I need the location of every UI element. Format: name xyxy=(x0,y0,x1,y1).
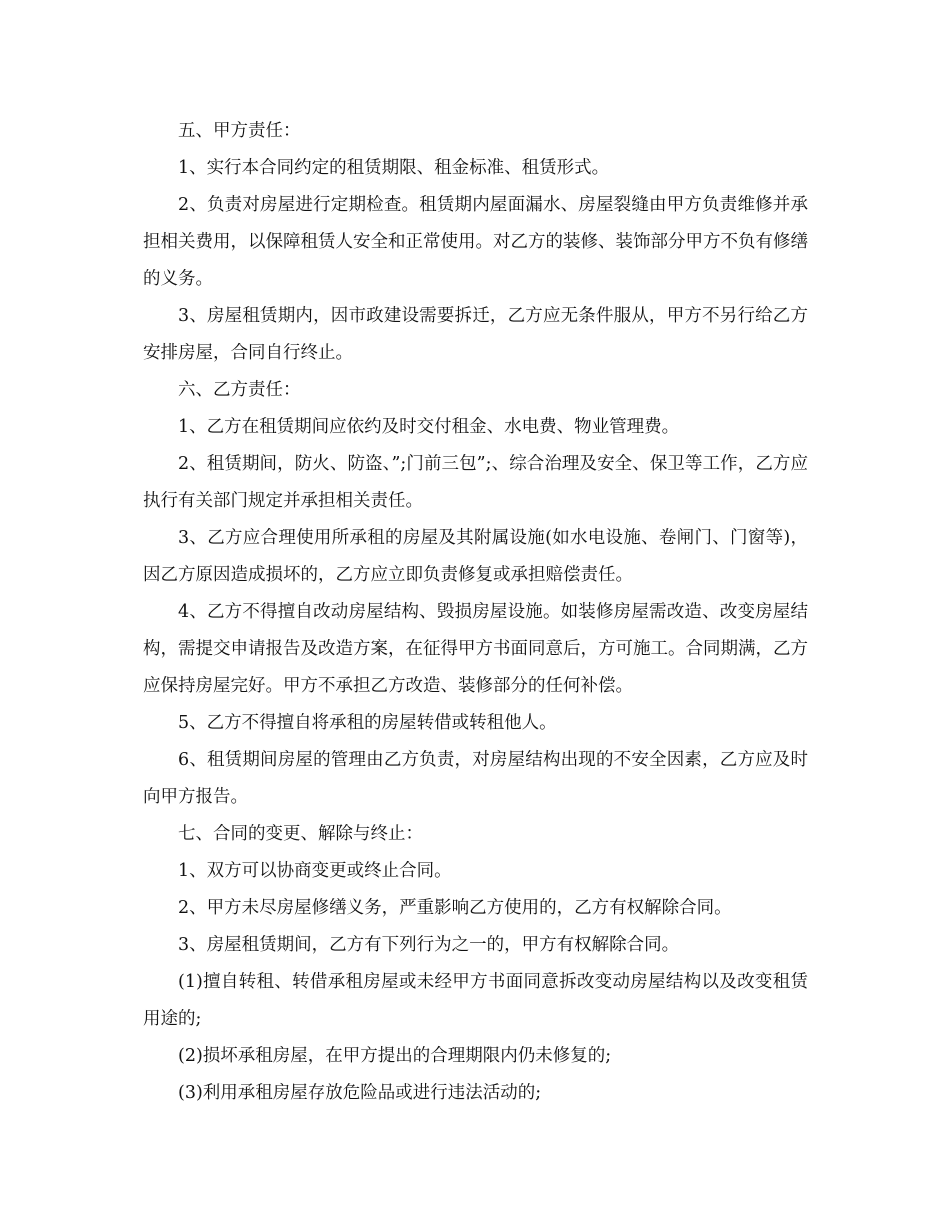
section-heading-5: 五、甲方责任： xyxy=(178,121,301,141)
clause-6-3: 3、乙方应合理使用所承租的房屋及其附属设施(如水电设施、卷闸门、门窗等)，因乙方原因造成损坏的，乙方应立即负责修复或承担赔偿责任。 xyxy=(143,528,808,585)
document-body xyxy=(143,113,808,1112)
section-heading-7: 七、合同的变更、解除与终止： xyxy=(178,824,423,844)
clause-5-1: 1、实行本合同约定的租赁期限、租金标准、租赁形式。 xyxy=(178,158,610,178)
clause-5-2: 2、负责对房屋进行定期检查。租赁期内屋面漏水、房屋裂缝由甲方负责维修并承担相关费用，以保障租赁人安全和正常使用。对乙方的装修、装饰部分甲方不负有修缮的义务。 xyxy=(143,195,808,289)
clause-7-1: 1、双方可以协商变更或终止合同。 xyxy=(178,861,452,881)
clause-6-1: 1、乙方在租赁期间应依约及时交付租金、水电费、物业管理费。 xyxy=(178,417,680,437)
clause-6-6: 6、租赁期间房屋的管理由乙方负责，对房屋结构出现的不安全因素，乙方应及时向甲方报告。 xyxy=(143,750,808,807)
clause-7-3-item-3: (3)利用承租房屋存放危险品或进行违法活动的; xyxy=(178,1083,542,1103)
clause-7-3-item-2: (2)损坏承租房屋，在甲方提出的合理期限内仍未修复的; xyxy=(178,1046,612,1066)
clause-6-2: 2、租赁期间，防火、防盗、”;门前三包”;、综合治理及安全、保卫等工作，乙方应执行有关部门规定并承担相关责任。 xyxy=(143,454,808,511)
clause-7-3-item-1: (1)擅自转租、转借承租房屋或未经甲方书面同意拆改变动房屋结构以及改变租赁用途的; xyxy=(143,972,808,1029)
section-heading-6: 六、乙方责任： xyxy=(178,380,301,400)
clause-6-5: 5、乙方不得擅自将承租的房屋转借或转租他人。 xyxy=(178,713,557,733)
clause-7-3: 3、房屋租赁期间，乙方有下列行为之一的，甲方有权解除合同。 xyxy=(178,935,680,955)
clause-7-2: 2、甲方未尽房屋修缮义务，严重影响乙方使用的，乙方有权解除合同。 xyxy=(178,898,732,918)
clause-5-3: 3、房屋租赁期内，因市政建设需要拆迁，乙方应无条件服从，甲方不另行给乙方安排房屋，合同自行终止。 xyxy=(143,306,808,363)
clause-6-4: 4、乙方不得擅自改动房屋结构、毁损房屋设施。如装修房屋需改造、改变房屋结构，需提交申请报告及改造方案，在征得甲方书面同意后，方可施工。合同期满，乙方应保持房屋完好。甲方不承担乙方改造、装修部分的任何补偿。 xyxy=(143,602,808,696)
